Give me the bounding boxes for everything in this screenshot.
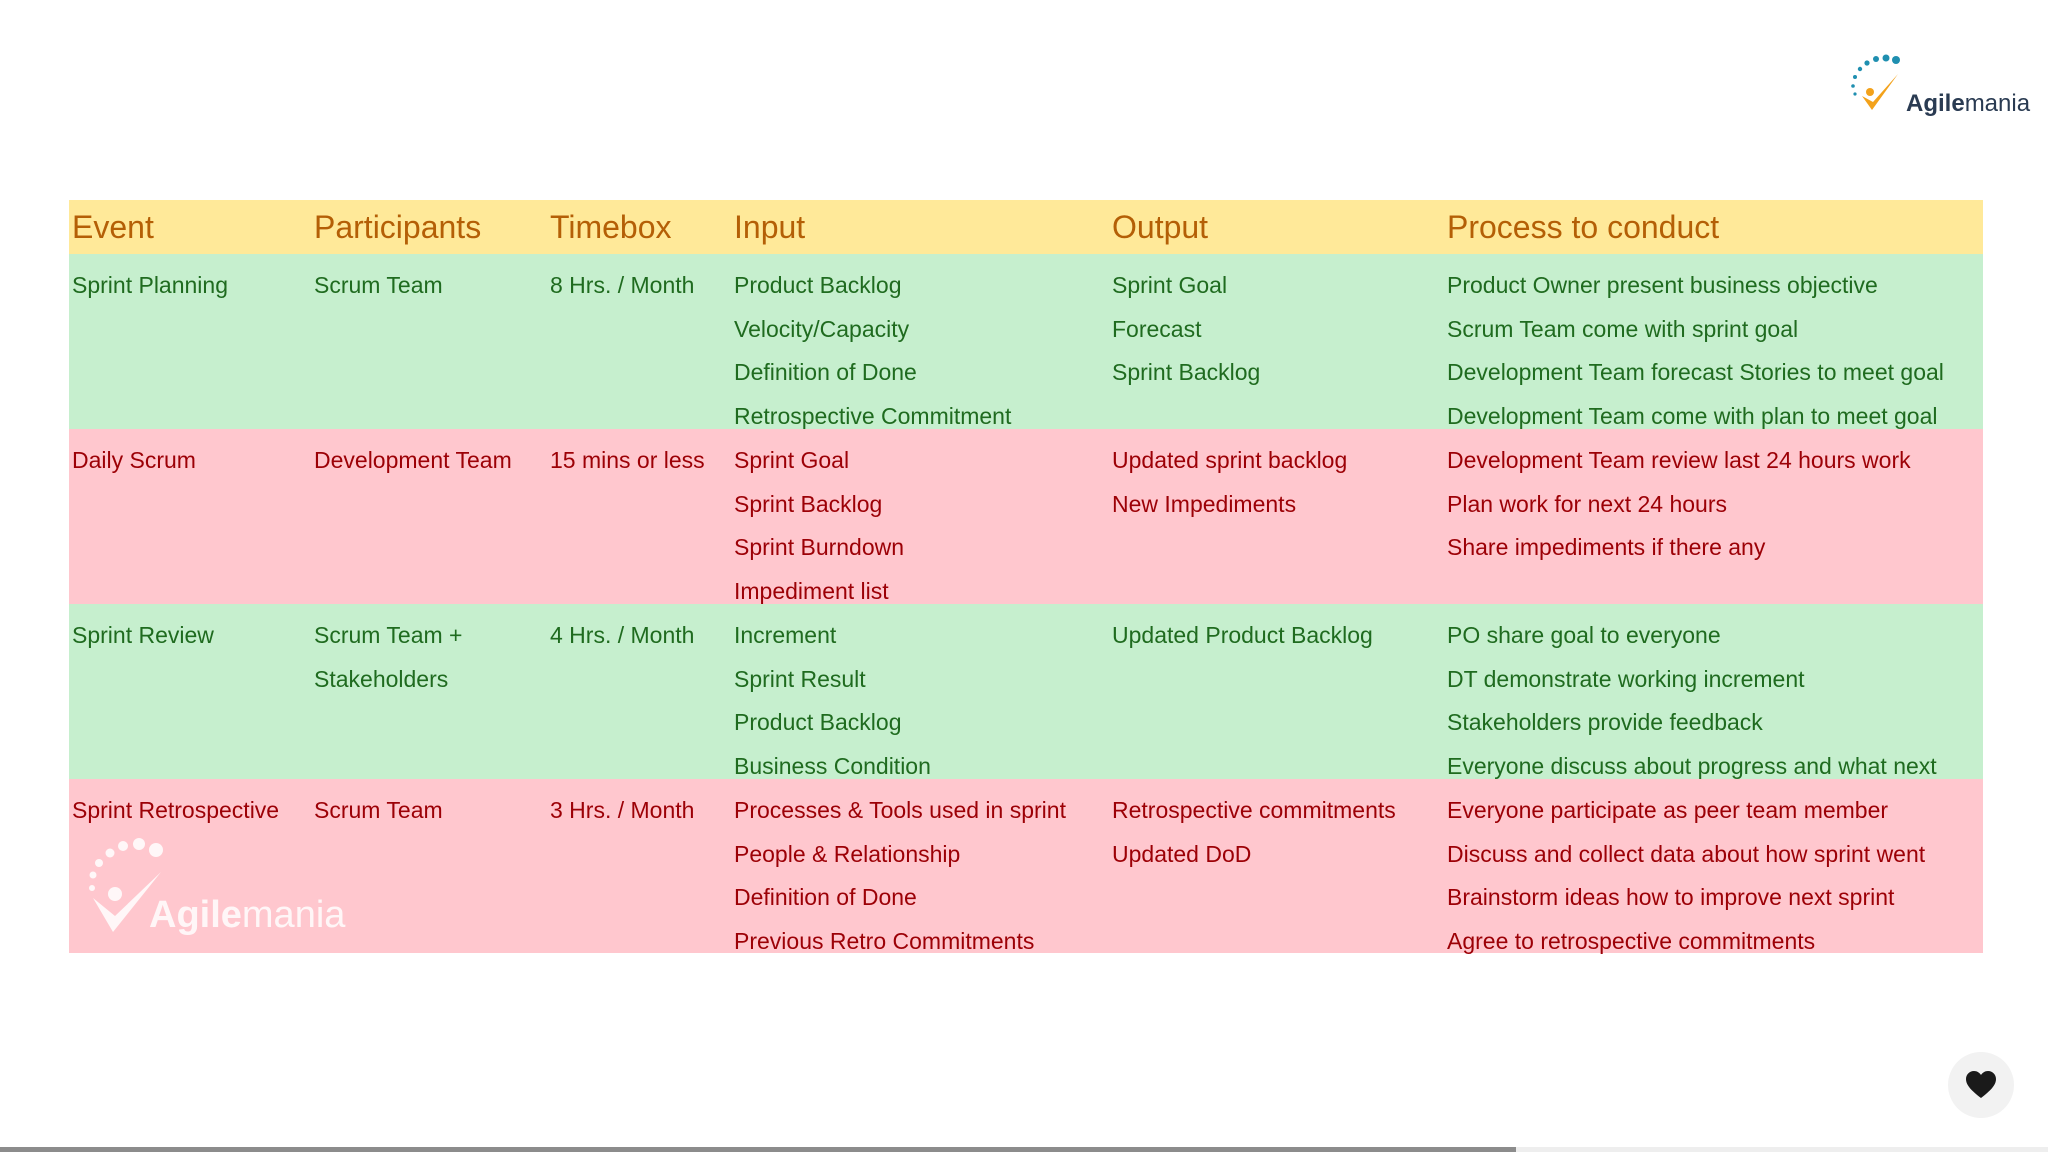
progress-bar[interactable] <box>0 1147 2048 1152</box>
table-cell-participants <box>311 254 547 429</box>
column-header-timebox: Timebox <box>547 200 731 254</box>
cell-line: Retrospective Commitment <box>734 403 1012 430</box>
cell-line: Daily Scrum <box>72 447 196 473</box>
table-cell-participants <box>311 429 547 604</box>
cell-line: DT demonstrate working increment <box>1447 665 1805 692</box>
table-cell-input <box>731 254 1109 429</box>
cell-line: Scrum Team + <box>314 622 463 648</box>
cell-line: Definition of Done <box>734 884 917 911</box>
cell-line: Sprint Goal <box>734 447 850 473</box>
cell-line: Increment <box>734 622 837 648</box>
cell-line: Impediment list <box>734 578 889 605</box>
cell-line: Scrum Team <box>314 797 443 823</box>
table-cell-timebox <box>547 254 731 429</box>
table-cell-output <box>1109 429 1444 604</box>
table-cell-timebox <box>547 779 731 953</box>
table-cell-input <box>731 779 1109 953</box>
table-cell-process <box>1444 254 1983 429</box>
logo-wordmark: Agilemania <box>1906 90 2031 117</box>
cell-line: Stakeholders provide feedback <box>1447 709 1763 736</box>
cell-line: Share impediments if there any <box>1447 534 1766 561</box>
watermark-wordmark: Agilemania <box>149 894 346 936</box>
column-header-participants: Participants <box>311 200 547 254</box>
cell-line: Scrum Team come with sprint goal <box>1447 315 1799 342</box>
cell-line: Business Condition <box>734 753 931 780</box>
cell-line: Sprint Review <box>72 622 214 648</box>
cell-line: Development Team forecast Stories to meet goal <box>1447 359 1944 386</box>
cell-line: Product Backlog <box>734 272 902 298</box>
cell-line: Velocity/Capacity <box>734 315 910 342</box>
cell-line: Definition of Done <box>734 359 917 386</box>
cell-line: Scrum Team <box>314 272 443 298</box>
cell-line: 3 Hrs. / Month <box>550 797 695 823</box>
cell-line: People & Relationship <box>734 840 961 867</box>
cell-line: Stakeholders <box>314 665 449 692</box>
cell-line: Plan work for next 24 hours <box>1447 490 1727 517</box>
table-cell-event <box>69 429 311 604</box>
column-header-event: Event <box>69 200 311 254</box>
like-button[interactable] <box>1948 1052 2014 1118</box>
cell-line: 8 Hrs. / Month <box>550 272 695 298</box>
table-cell-process <box>1444 604 1983 779</box>
column-header-process: Process to conduct <box>1444 200 1983 254</box>
table-cell-event <box>69 254 311 429</box>
cell-line: Sprint Result <box>734 665 866 692</box>
table-cell-input <box>731 429 1109 604</box>
cell-line: Sprint Goal <box>1112 272 1228 298</box>
agilemania-logo <box>1842 52 2032 124</box>
cell-line: Everyone discuss about progress and what next <box>1447 753 1937 780</box>
cell-line: Development Team <box>314 447 512 473</box>
cell-line: Previous Retro Commitments <box>734 928 1035 955</box>
cell-line: Sprint Backlog <box>1112 359 1261 386</box>
cell-line: Product Owner present business objective <box>1447 272 1878 298</box>
cell-line: Forecast <box>1112 315 1202 342</box>
table-cell-timebox <box>547 429 731 604</box>
heart-icon <box>1966 1071 1996 1099</box>
cell-line: Agree to retrospective commitments <box>1447 928 1816 955</box>
logo-mark-icon <box>1842 52 1906 124</box>
cell-line: Brainstorm ideas how to improve next sprint <box>1447 884 1895 911</box>
table-cell-participants <box>311 604 547 779</box>
cell-line: Product Backlog <box>734 709 902 736</box>
cell-line: Updated sprint backlog <box>1112 447 1348 473</box>
cell-line: New Impediments <box>1112 490 1297 517</box>
progress-bar-fill <box>0 1147 1516 1152</box>
cell-line: Development Team come with plan to meet goal <box>1447 403 1938 430</box>
cell-line: PO share goal to everyone <box>1447 622 1721 648</box>
agilemania-watermark <box>75 832 375 942</box>
table-cell-output <box>1109 604 1444 779</box>
cell-line: Updated Product Backlog <box>1112 622 1373 648</box>
table-cell-timebox <box>547 604 731 779</box>
cell-line: 15 mins or less <box>550 447 705 473</box>
cell-line: Sprint Retrospective <box>72 797 280 823</box>
table-cell-event <box>69 604 311 779</box>
cell-line: Discuss and collect data about how sprint went <box>1447 840 1926 867</box>
table-cell-output <box>1109 254 1444 429</box>
cell-line: Everyone participate as peer team member <box>1447 797 1889 823</box>
cell-line: Sprint Planning <box>72 272 228 298</box>
cell-line: Sprint Backlog <box>734 490 883 517</box>
table-cell-output <box>1109 779 1444 953</box>
column-header-output: Output <box>1109 200 1444 254</box>
cell-line: Development Team review last 24 hours work <box>1447 447 1911 473</box>
cell-line: Updated DoD <box>1112 840 1252 867</box>
cell-line: Sprint Burndown <box>734 534 905 561</box>
table-cell-process <box>1444 779 1983 953</box>
column-header-input: Input <box>731 200 1109 254</box>
table-cell-process <box>1444 429 1983 604</box>
cell-line: 4 Hrs. / Month <box>550 622 695 648</box>
cell-line: Processes & Tools used in sprint <box>734 797 1066 823</box>
cell-line: Retrospective commitments <box>1112 797 1396 823</box>
table-cell-input <box>731 604 1109 779</box>
